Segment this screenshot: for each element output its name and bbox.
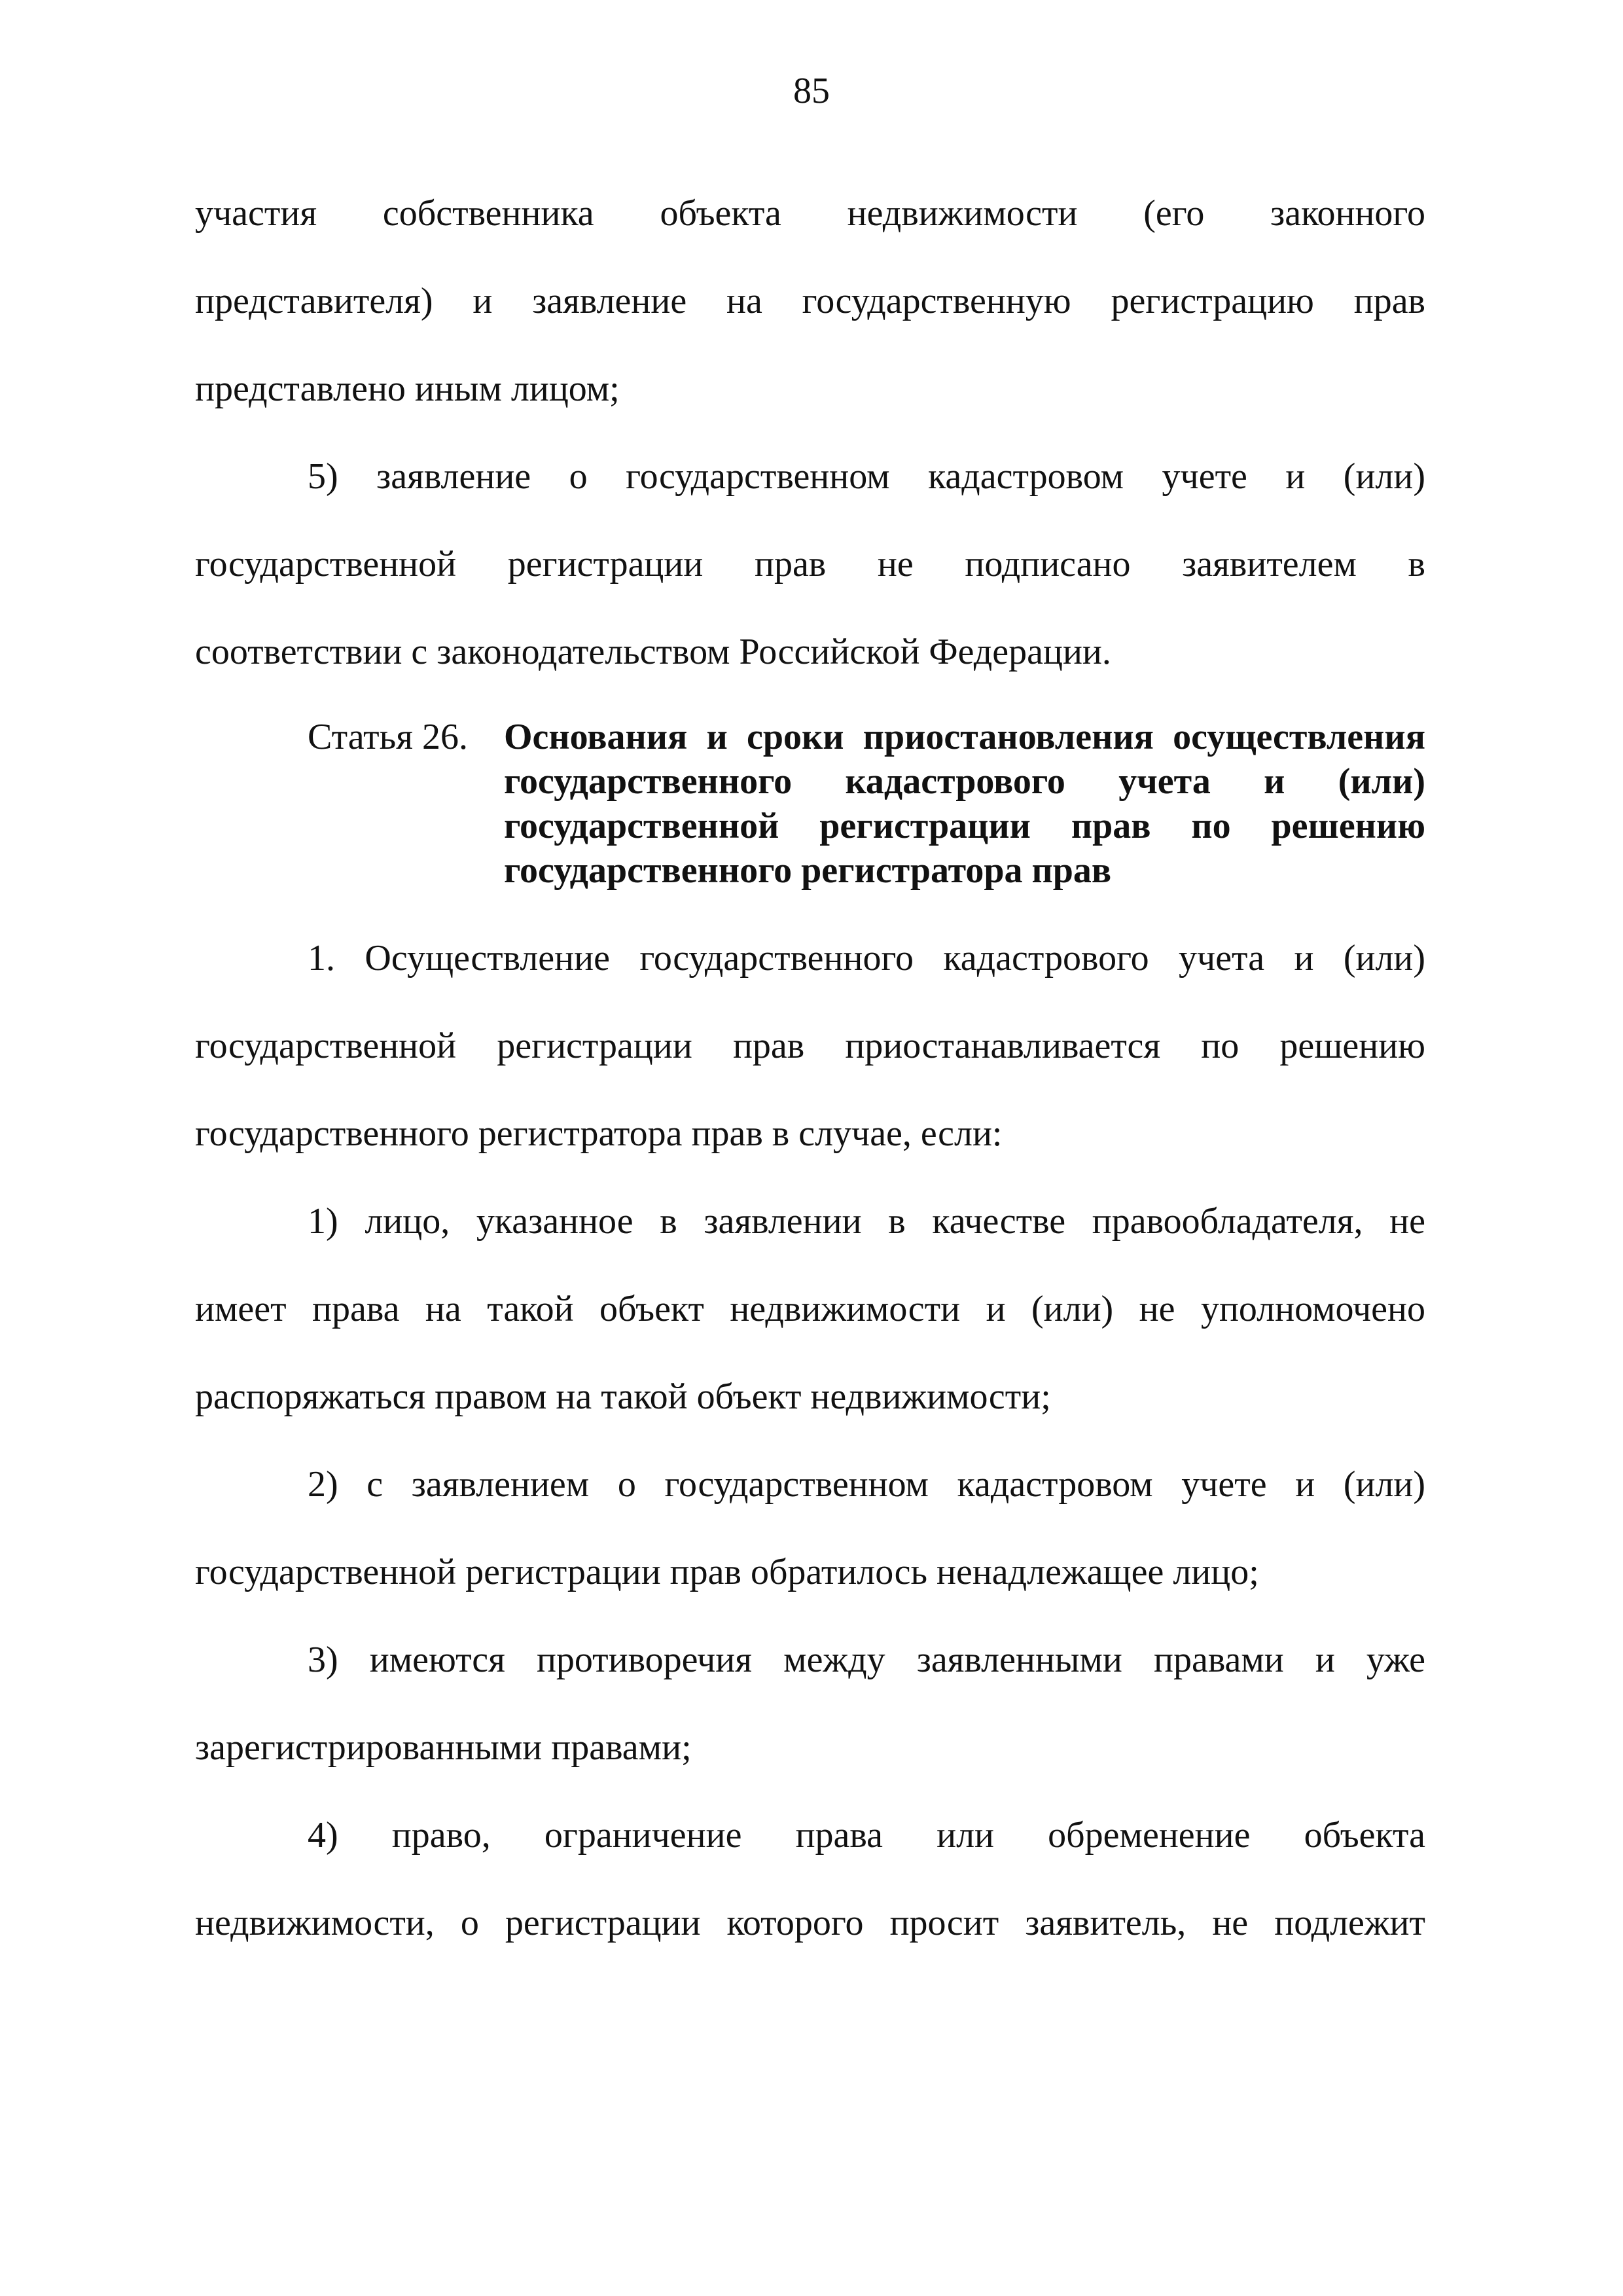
- text-line: государственного регистратора прав в случае, если:: [195, 1113, 1003, 1154]
- sub-item-2: 2) с заявлением о государственном кадастровом учете и (или): [308, 1464, 1425, 1505]
- page-number: 85: [793, 71, 830, 111]
- text-line: зарегистрированными правами;: [195, 1727, 692, 1768]
- text-line: участия собственника объекта недвижимости (его законного: [195, 193, 1425, 234]
- text-line: государственной регистрации прав обратилось ненадлежащее лицо;: [195, 1552, 1259, 1592]
- article-title: государственного кадастрового учета и (или): [504, 761, 1425, 802]
- sub-item-4: 4) право, ограничение права или обременение объекта: [308, 1815, 1425, 1856]
- text-line: представлено иным лицом;: [195, 368, 620, 409]
- sub-item-3: 3) имеются противоречия между заявленными правами и уже: [308, 1640, 1425, 1680]
- paragraph-1: 1. Осуществление государственного кадастрового учета и (или): [308, 938, 1425, 978]
- text-line: недвижимости, о регистрации которого просит заявитель, не подлежит: [195, 1903, 1425, 1943]
- article-title: государственного регистратора прав: [504, 850, 1112, 891]
- text-line: представителя) и заявление на государственную регистрацию прав: [195, 281, 1425, 321]
- article-title: государственной регистрации прав по решению: [504, 806, 1425, 846]
- text-line: государственной регистрации прав не подписано заявителем в: [195, 544, 1425, 584]
- text-line: имеет права на такой объект недвижимости и (или) не уполномочено: [195, 1289, 1425, 1329]
- list-item-5: 5) заявление о государственном кадастровом учете и (или): [308, 456, 1425, 497]
- article-label: Статья 26.: [308, 717, 468, 757]
- text-line: соответствии с законодательством Российской Федерации.: [195, 632, 1111, 672]
- text-line: распоряжаться правом на такой объект недвижимости;: [195, 1376, 1051, 1417]
- text-line: государственной регистрации прав приостанавливается по решению: [195, 1026, 1425, 1066]
- article-title: Основания и сроки приостановления осуществления: [504, 717, 1425, 757]
- sub-item-1: 1) лицо, указанное в заявлении в качестве правообладателя, не: [308, 1201, 1425, 1242]
